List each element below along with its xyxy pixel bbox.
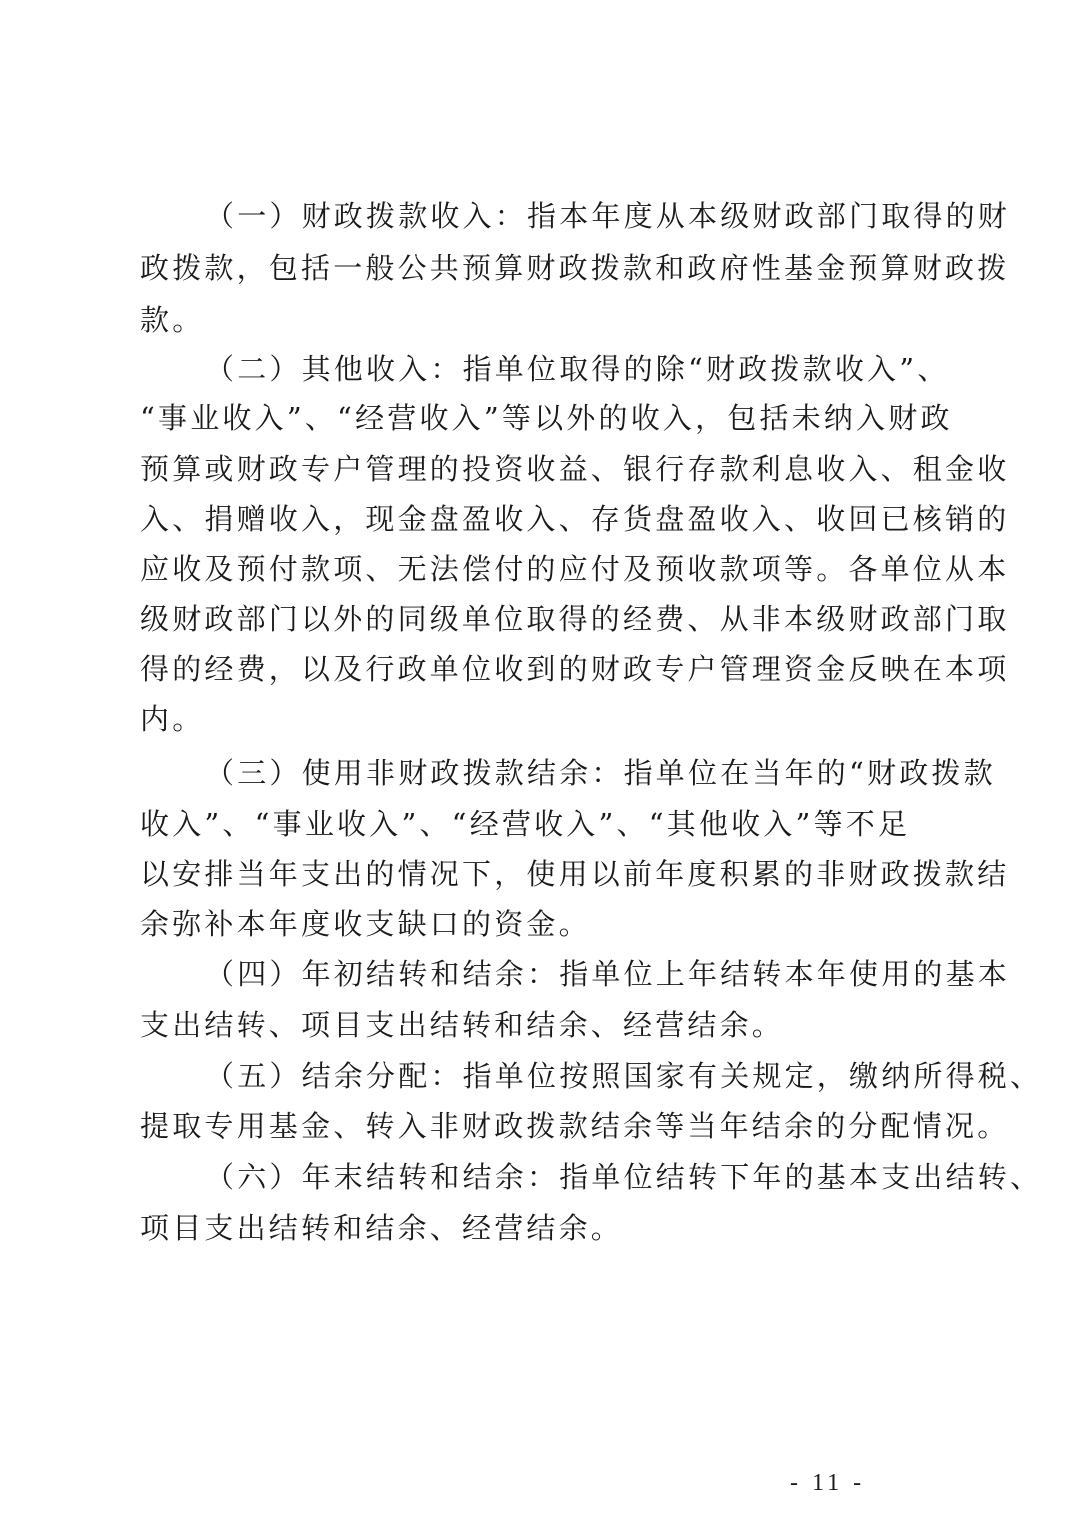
- paragraph-2-line-2: “事业收入”、“经营收入”等以外的收入，包括未纳入财政: [140, 401, 953, 435]
- paragraph-4-line-1: （四）年初结转和结余：指单位上年结转本年使用的基本: [205, 957, 1011, 991]
- paragraph-2-line-8: 内。: [140, 702, 205, 736]
- paragraph-5-line-2: 提取专用基金、转入非财政拨款结余等当年结余的分配情况。: [140, 1109, 1010, 1143]
- paragraph-2-line-1: （二）其他收入：指单位取得的除“财政拨款收入”、: [205, 352, 950, 386]
- paragraph-2-line-3: 预算或财政专户管理的投资收益、银行存款利息收入、租金收: [140, 452, 1010, 486]
- paragraph-1-line-1: （一）财政拨款收入：指本年度从本级财政部门取得的财: [205, 199, 1011, 233]
- paragraph-3-line-1: （三）使用非财政拨款结余：指单位在当年的“财政拨款: [205, 756, 996, 790]
- paragraph-1-line-2: 政拨款，包括一般公共预算财政拨款和政府性基金预算财政拨: [140, 251, 1010, 285]
- paragraph-3-line-4: 余弥补本年度收支缺口的资金。: [140, 907, 591, 941]
- page-number: - 11 -: [790, 1470, 866, 1496]
- paragraph-3-line-2: 收入”、“事业收入”、“经营收入”、“其他收入”等不足: [140, 807, 911, 841]
- paragraph-6-line-1: （六）年末结转和结余：指单位结转下年的基本支出结转、: [205, 1160, 1043, 1194]
- paragraph-2-line-4: 入、捐赠收入，现金盘盈收入、存货盘盈收入、收回已核销的: [140, 502, 1010, 536]
- paragraph-2-line-5: 应收及预付款项、无法偿付的应付及预收款项等。各单位从本: [140, 552, 1010, 586]
- paragraph-3-line-3: 以安排当年支出的情况下，使用以前年度积累的非财政拨款结: [140, 857, 1010, 891]
- paragraph-4-line-2: 支出结转、项目支出结转和结余、经营结余。: [140, 1008, 785, 1042]
- paragraph-5-line-1: （五）结余分配：指单位按照国家有关规定，缴纳所得税、: [205, 1059, 1043, 1093]
- paragraph-6-line-2: 项目支出结转和结余、经营结余。: [140, 1211, 624, 1245]
- paragraph-2-line-7: 得的经费，以及行政单位收到的财政专户管理资金反映在本项: [140, 652, 1010, 686]
- paragraph-2-line-6: 级财政部门以外的同级单位取得的经费、从非本级财政部门取: [140, 602, 1010, 636]
- paragraph-1-line-3: 款。: [140, 303, 205, 337]
